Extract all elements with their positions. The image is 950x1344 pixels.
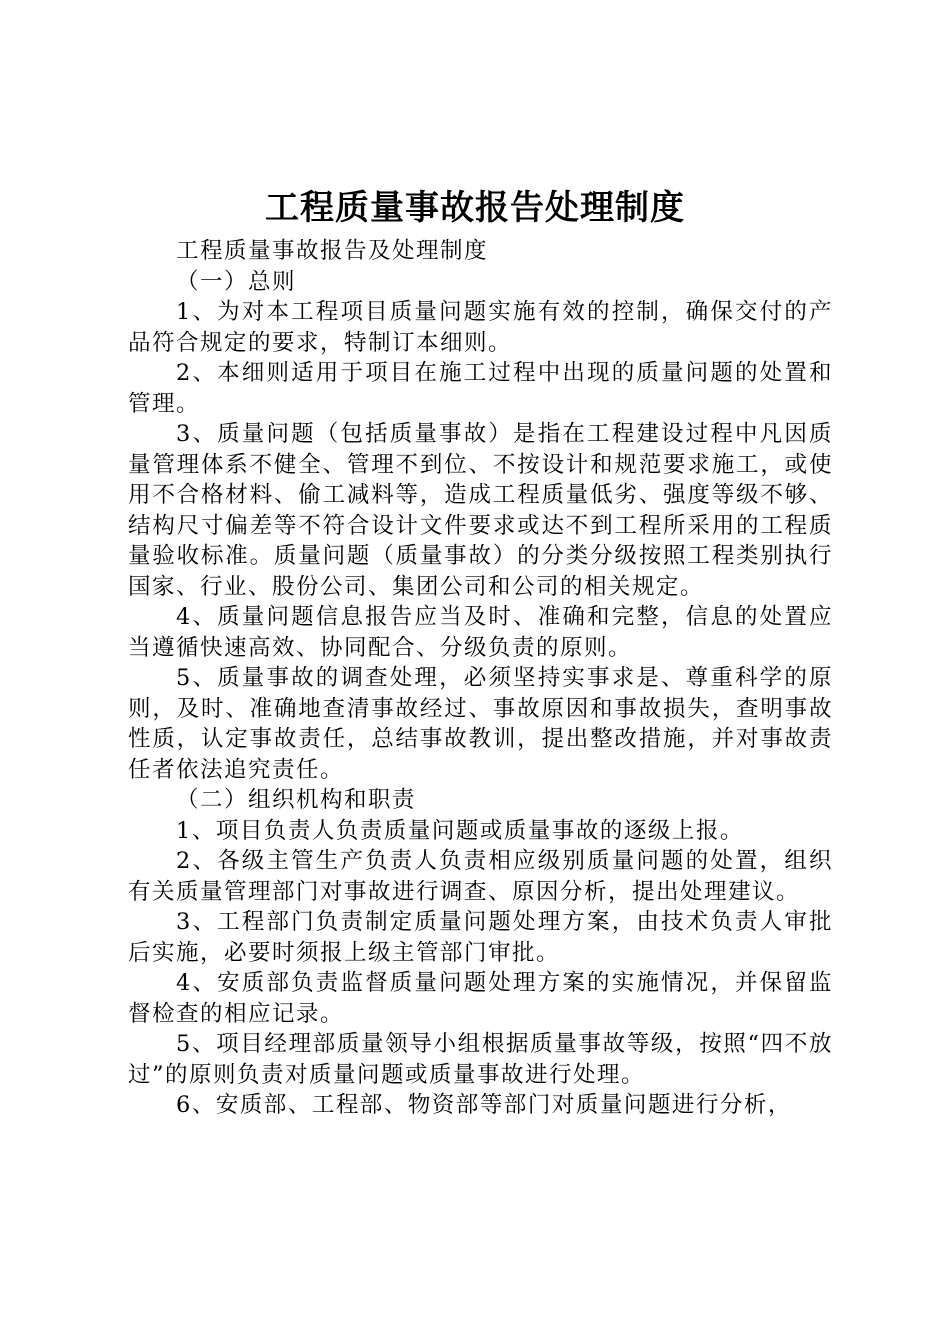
paragraph: 4、安质部负责监督质量问题处理方案的实施情况，并保留监督检查的相应记录。 <box>128 970 833 1027</box>
paragraph: 5、项目经理部质量领导小组根据质量事故等级，按照“四不放过”的原则负责对质量问题或质量事故进行处理。 <box>128 1031 833 1088</box>
paragraph: 3、工程部门负责制定质量问题处理方案，由技术负责人审批后实施，必要时须报上级主管部门审批。 <box>128 909 833 966</box>
paragraph: 2、各级主管生产负责人负责相应级别质量问题的处置，组织有关质量管理部门对事故进行调查、原因分析，提出处理建议。 <box>128 848 833 905</box>
document-body <box>128 236 833 1121</box>
section-heading: （二）组织机构和职责 <box>176 787 417 813</box>
document-title: 工程质量事故报告处理制度 <box>265 188 685 228</box>
section-heading: （一）总则 <box>176 268 297 295</box>
paragraph: 1、为对本工程项目质量问题实施有效的控制，确保交付的产品符合规定的要求，特制订本细则。 <box>128 299 833 356</box>
paragraph: 5、质量事故的调查处理，必须坚持实事求是、尊重科学的原则，及时、准确地查清事故经过、事故原因和事故损失，查明事故性质，认定事故责任，总结事故教训，提出整改措施，并对事故责任者依法追究责任。 <box>128 665 833 783</box>
paragraph: 4、质量问题信息报告应当及时、准确和完整，信息的处置应当遵循快速高效、协同配合、分级负责的原则。 <box>128 604 833 661</box>
paragraph: 3、质量问题（包括质量事故）是指在工程建设过程中凡因质量管理体系不健全、管理不到位、不按设计和规范要求施工，或使用不合格材料、偷工减料等，造成工程质量低劣、强度等级不够、结构尺寸偏差等不符合设计文件要求或达不到工程所采用的工程质量验收标准。质量问题（质量事故）的分类分级按照工程类别执行国家、行业、股份公司、集团公司和公司的相关规定。 <box>128 421 833 600</box>
paragraph: 2、本细则适用于项目在施工过程中出现的质量问题的处置和管理。 <box>128 360 833 417</box>
paragraph: 工程质量事故报告及处理制度 <box>176 238 489 264</box>
paragraph: 1、项目负责人负责质量问题或质量事故的逐级上报。 <box>176 817 744 844</box>
paragraph: 6、安质部、工程部、物资部等部门对质量问题进行分析， <box>176 1092 792 1118</box>
